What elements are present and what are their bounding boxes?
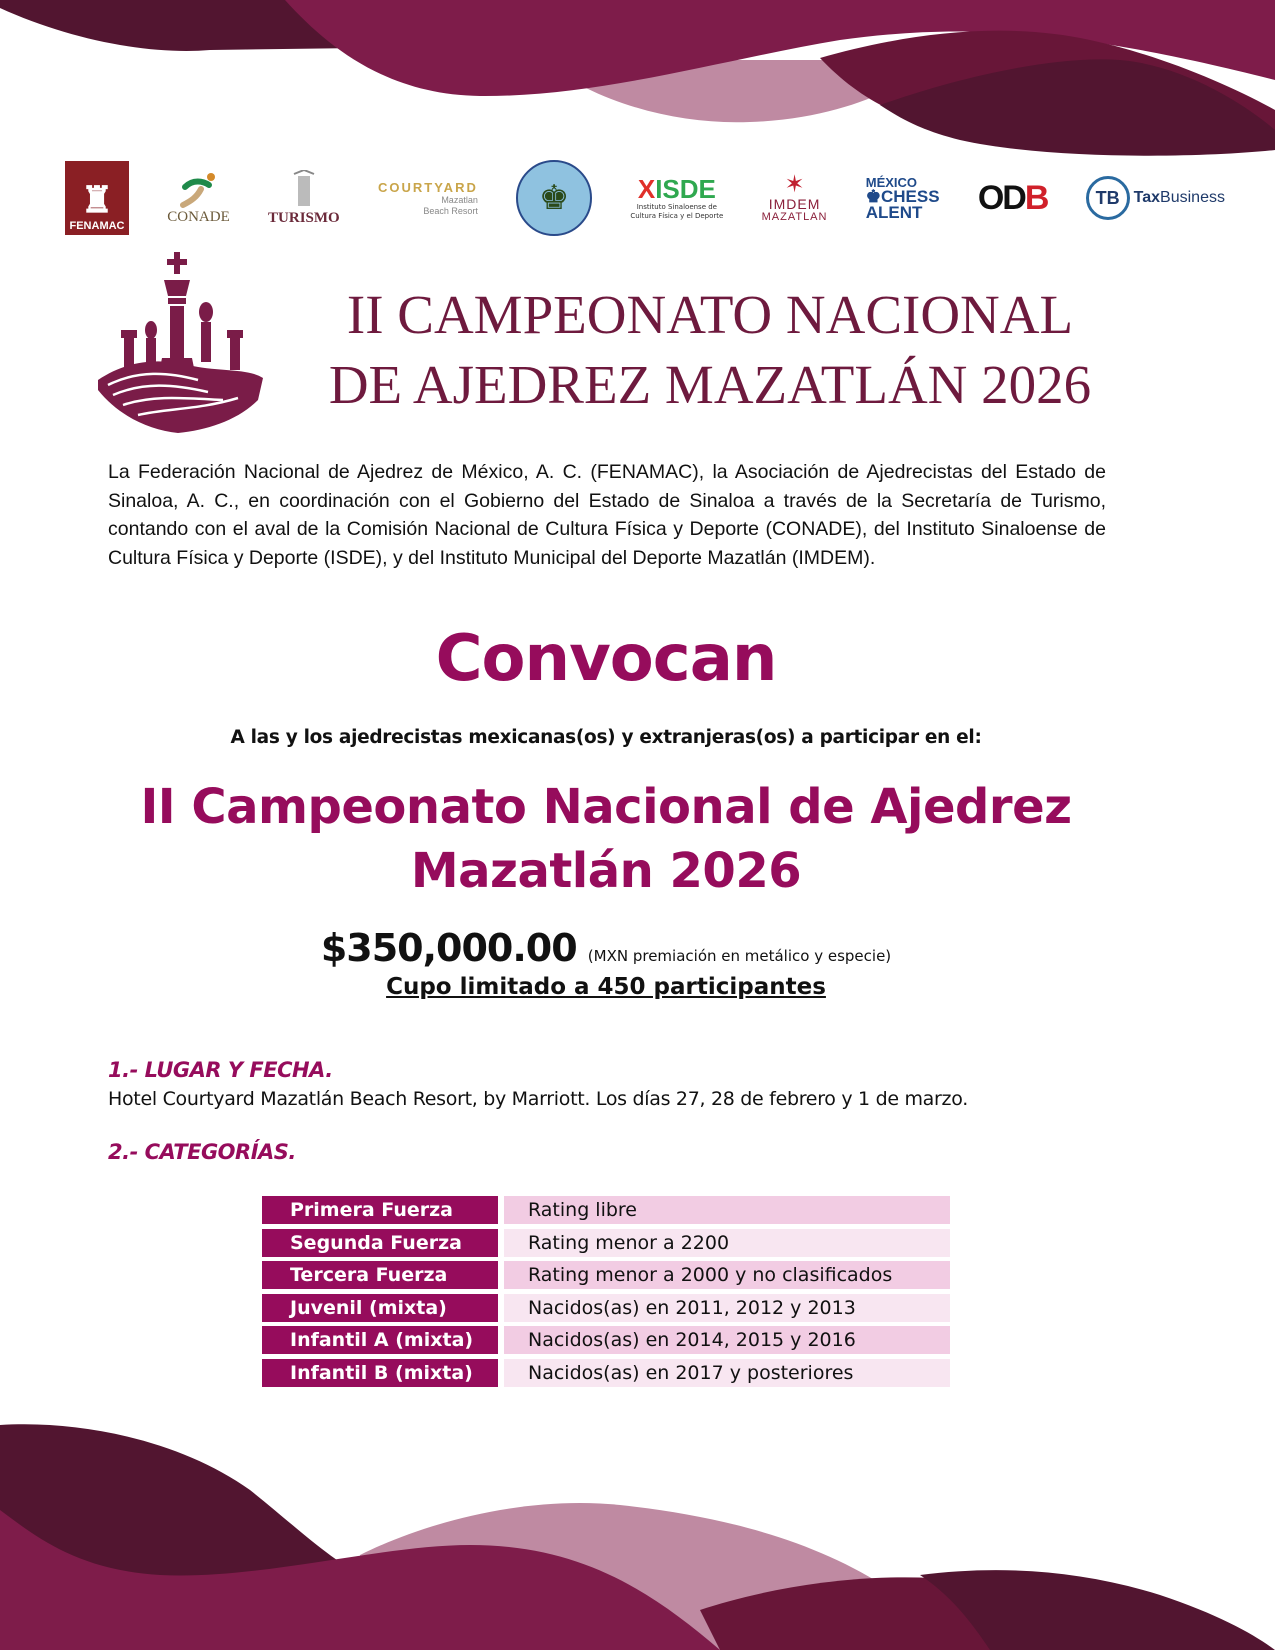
taxbusiness-logo: TB Tax Business: [1086, 176, 1225, 220]
runner-icon: [177, 171, 221, 209]
coat-of-arms-icon: [291, 170, 317, 210]
categories-table: [262, 1196, 950, 1391]
isde-figure-icon: X: [637, 174, 656, 204]
convocan-heading: Convocan: [435, 622, 777, 696]
section-lugar-body: Hotel Courtyard Mazatlán Beach Resort, by Marriott. Los días 27, 28 de febrero y 1 de marzo.: [108, 1088, 968, 1110]
prize-amount: $350,000.00: [320, 926, 577, 970]
imdem-logo: ✶ IMDEM MAZATLAN: [761, 171, 828, 223]
category-name: Infantil B (mixta): [262, 1359, 498, 1387]
event-title: II Campeonato Nacional de Ajedrez Mazatlán 2026: [140, 779, 1072, 899]
category-name: Tercera Fuerza: [262, 1261, 498, 1289]
sponsor-logos: [65, 158, 1225, 238]
invite-text: A las y los ajedrecistas mexicanas(os) y extranjeras(os) a participar en el:: [230, 727, 982, 748]
category-description: Rating libre: [504, 1196, 950, 1224]
category-description: Nacidos(as) en 2017 y posteriores: [504, 1359, 950, 1387]
table-row: [262, 1196, 950, 1224]
isde-logo: XISDE Instituto Sinaloense de Cultura Física y el Deporte: [630, 174, 724, 220]
tb-monogram-icon: TB: [1086, 176, 1130, 220]
table-row: [262, 1229, 950, 1257]
section-lugar-heading: 1.- LUGAR Y FECHA.: [108, 1058, 333, 1082]
prize-note: (MXN premiación en metálico y especie): [587, 947, 892, 965]
conade-logo: CONADE: [167, 171, 230, 226]
rook-icon: ♜: [80, 179, 114, 220]
category-description: Nacidos(as) en 2011, 2012 y 2013: [504, 1294, 950, 1322]
bottom-wave-decoration: [0, 1400, 1275, 1650]
category-name: Infantil A (mixta): [262, 1326, 498, 1354]
capacity-limit: Cupo limitado a 450 participantes: [386, 974, 826, 1000]
odb-logo: ODB: [977, 178, 1048, 217]
top-wave-decoration: [0, 0, 1275, 160]
intro-paragraph: La Federación Nacional de Ajedrez de México, A. C. (FENAMAC), la Asociación de Ajedrecistas del Estado de Sinaloa, A. C., en coordinación con el Gobierno del Estado de Sinaloa a través de la Secretaría de Turismo, contando con el aval de la Comisión Nacional de Cultura Física y Deporte (CONADE), del Instituto Sinaloense de Cultura Física y Deporte (ISDE), y del Instituto Municipal del Deporte Mazatlán (IMDEM).: [108, 461, 1106, 569]
category-description: Nacidos(as) en 2014, 2015 y 2016: [504, 1326, 950, 1354]
table-row: [262, 1261, 950, 1289]
asociacion-logo: [516, 160, 592, 236]
chessboard-icon: ♚: [538, 178, 570, 218]
mexico-chess-talent-logo: MÉXICO ♚CHESS ALENT: [865, 174, 940, 222]
category-description: Rating menor a 2200: [504, 1229, 950, 1257]
athlete-icon: ✶: [784, 171, 805, 198]
category-name: Primera Fuerza: [262, 1196, 498, 1224]
category-name: Juvenil (mixta): [262, 1294, 498, 1322]
king-icon: ♚: [865, 186, 881, 206]
prize-line: [0, 926, 1212, 970]
category-description: Rating menor a 2000 y no clasificados: [504, 1261, 950, 1289]
fenamac-logo: ♜ FENAMAC: [65, 161, 129, 235]
category-name: Segunda Fuerza: [262, 1229, 498, 1257]
table-row: [262, 1294, 950, 1322]
main-title: II CAMPEONATO NACIONAL DE AJEDREZ MAZATLÁN 2026: [328, 284, 1092, 415]
section-categorias-heading: 2.- CATEGORÍAS.: [108, 1140, 296, 1164]
table-row: [262, 1326, 950, 1354]
courtyard-logo: COURTYARD Mazatlan Beach Resort: [377, 179, 478, 216]
table-row: [262, 1359, 950, 1387]
chess-emblem-icon: [88, 250, 268, 435]
turismo-logo: TURISMO: [268, 170, 340, 227]
